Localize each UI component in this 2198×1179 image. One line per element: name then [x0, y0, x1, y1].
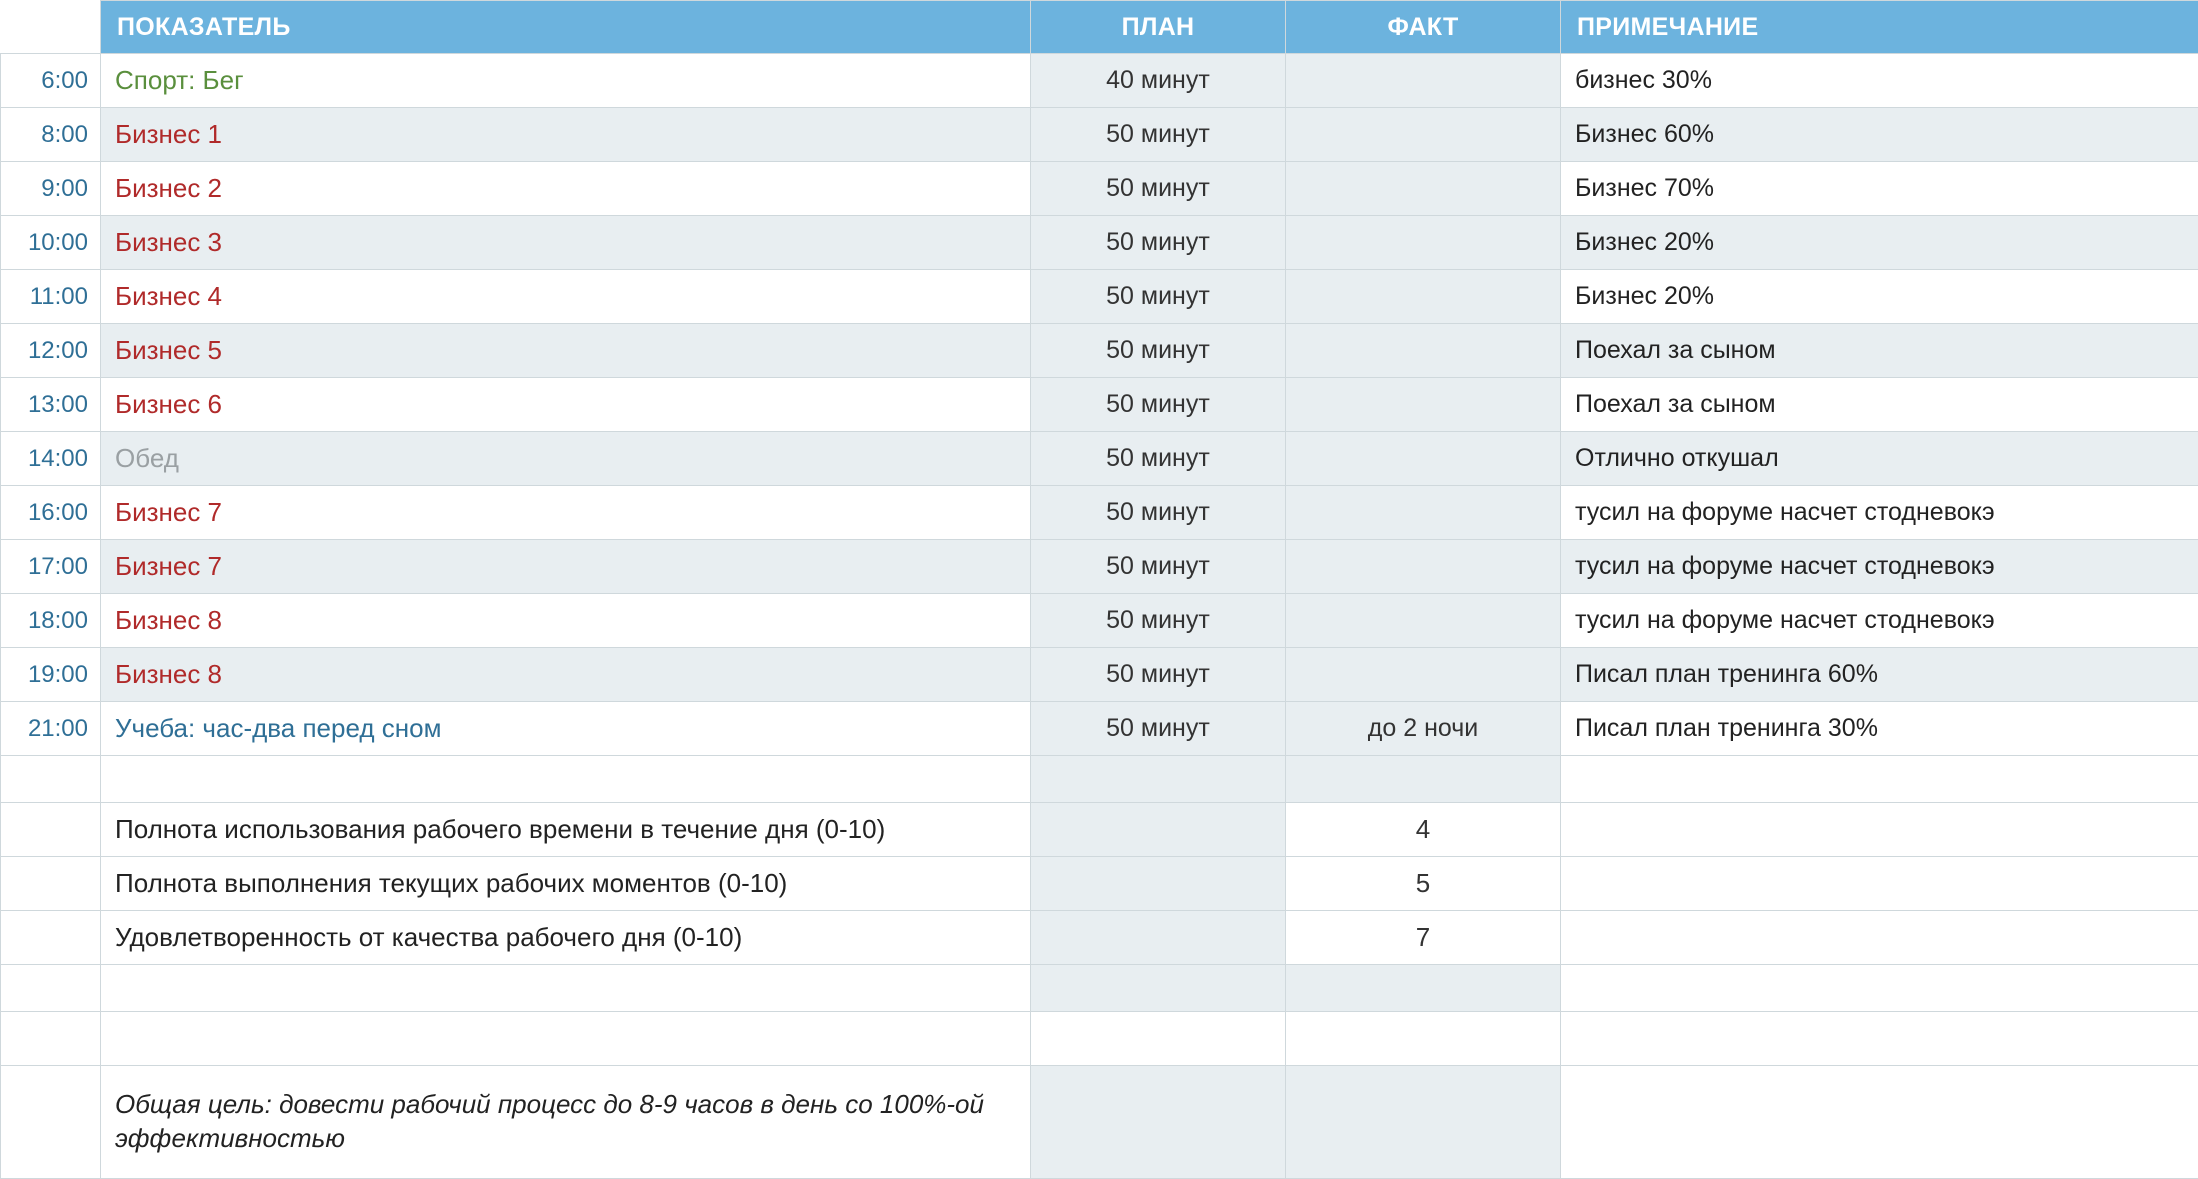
metric-row — [1, 857, 2198, 911]
spacer-fact[interactable] — [1286, 965, 1561, 1012]
row-time: 6:00 — [1, 54, 101, 108]
row-note[interactable]: Писал план тренинга 30% — [1561, 702, 2198, 756]
spacer-note[interactable] — [1561, 965, 2198, 1012]
goal-row — [1, 1066, 2198, 1179]
table-body — [1, 54, 2198, 1179]
row-fact[interactable] — [1286, 648, 1561, 702]
row-time: 13:00 — [1, 378, 101, 432]
row-indicator[interactable] — [101, 486, 1031, 540]
row-fact[interactable]: до 2 ночи — [1286, 702, 1561, 756]
row-indicator-text: Бизнес 6 — [115, 389, 222, 419]
row-indicator[interactable] — [101, 216, 1031, 270]
row-fact[interactable] — [1286, 108, 1561, 162]
metric-plan[interactable] — [1031, 803, 1286, 857]
metric-note[interactable] — [1561, 803, 2198, 857]
row-note[interactable]: тусил на форуме насчет стодневокэ — [1561, 486, 2198, 540]
row-indicator-text: Бизнес 8 — [115, 605, 222, 635]
table-header — [1, 1, 2198, 54]
row-plan[interactable]: 50 минут — [1031, 216, 1286, 270]
spacer-plan[interactable] — [1031, 965, 1286, 1012]
row-indicator[interactable] — [101, 648, 1031, 702]
table-row — [1, 54, 2198, 108]
row-plan[interactable]: 50 минут — [1031, 162, 1286, 216]
metric-score[interactable]: 4 — [1286, 803, 1561, 857]
row-time: 14:00 — [1, 432, 101, 486]
row-time: 9:00 — [1, 162, 101, 216]
table-row — [1, 162, 2198, 216]
metric-time — [1, 803, 101, 857]
spacer-indicator[interactable] — [101, 756, 1031, 803]
spacer-indicator[interactable] — [101, 1012, 1031, 1066]
metric-time — [1, 857, 101, 911]
row-time: 8:00 — [1, 108, 101, 162]
metric-row — [1, 803, 2198, 857]
header-indicator: ПОКАЗАТЕЛЬ — [101, 1, 1031, 54]
spacer-note[interactable] — [1561, 1012, 2198, 1066]
row-fact[interactable] — [1286, 270, 1561, 324]
row-fact[interactable] — [1286, 216, 1561, 270]
goal-text: Общая цель: довести рабочий процесс до 8-9 часов в день со 100%-ой эффективностью — [101, 1066, 1031, 1179]
table-row — [1, 594, 2198, 648]
table-row — [1, 432, 2198, 486]
spacer-row — [1, 965, 2198, 1012]
row-time: 11:00 — [1, 270, 101, 324]
spacer-fact[interactable] — [1286, 1012, 1561, 1066]
table-header-row — [1, 1, 2198, 54]
header-corner — [1, 1, 101, 54]
spacer-row — [1, 1012, 2198, 1066]
goal-time — [1, 1066, 101, 1179]
spacer-plan[interactable] — [1031, 1012, 1286, 1066]
row-indicator-text: Учеба: час-два перед сном — [115, 713, 441, 743]
row-indicator-text: Бизнес 7 — [115, 551, 222, 581]
metric-plan[interactable] — [1031, 911, 1286, 965]
row-time: 21:00 — [1, 702, 101, 756]
metric-label: Удовлетворенность от качества рабочего дня (0-10) — [101, 911, 1031, 965]
metric-label: Полнота использования рабочего времени в течение дня (0-10) — [101, 803, 1031, 857]
metric-row — [1, 911, 2198, 965]
goal-fact[interactable] — [1286, 1066, 1561, 1179]
table-row — [1, 702, 2198, 756]
row-fact[interactable] — [1286, 432, 1561, 486]
spacer-row — [1, 756, 2198, 803]
row-time: 18:00 — [1, 594, 101, 648]
metric-note[interactable] — [1561, 911, 2198, 965]
row-indicator-text: Бизнес 4 — [115, 281, 222, 311]
row-time: 19:00 — [1, 648, 101, 702]
row-plan[interactable]: 50 минут — [1031, 486, 1286, 540]
row-note[interactable]: тусил на форуме насчет стодневокэ — [1561, 594, 2198, 648]
row-note[interactable]: Бизнес 20% — [1561, 270, 2198, 324]
table-row — [1, 324, 2198, 378]
row-indicator-text: Бизнес 2 — [115, 173, 222, 203]
row-indicator[interactable] — [101, 162, 1031, 216]
row-plan[interactable]: 50 минут — [1031, 270, 1286, 324]
row-time: 10:00 — [1, 216, 101, 270]
goal-note[interactable] — [1561, 1066, 2198, 1179]
metric-time — [1, 911, 101, 965]
row-note[interactable]: Бизнес 60% — [1561, 108, 2198, 162]
row-fact[interactable] — [1286, 486, 1561, 540]
row-indicator[interactable] — [101, 54, 1031, 108]
spacer-plan[interactable] — [1031, 756, 1286, 803]
row-note[interactable]: тусил на форуме насчет стодневокэ — [1561, 540, 2198, 594]
spacer-time — [1, 756, 101, 803]
row-note[interactable]: Бизнес 20% — [1561, 216, 2198, 270]
row-fact[interactable] — [1286, 378, 1561, 432]
row-note[interactable]: Поехал за сыном — [1561, 378, 2198, 432]
table-row — [1, 108, 2198, 162]
header-note: ПРИМЕЧАНИЕ — [1561, 1, 2198, 54]
metric-score[interactable]: 5 — [1286, 857, 1561, 911]
table-row — [1, 648, 2198, 702]
row-indicator[interactable] — [101, 324, 1031, 378]
row-time: 12:00 — [1, 324, 101, 378]
row-indicator[interactable] — [101, 432, 1031, 486]
spacer-indicator[interactable] — [101, 965, 1031, 1012]
spacer-time — [1, 1012, 101, 1066]
row-note[interactable]: бизнес 30% — [1561, 54, 2198, 108]
row-indicator-text: Бизнес 5 — [115, 335, 222, 365]
metric-note[interactable] — [1561, 857, 2198, 911]
spacer-fact[interactable] — [1286, 756, 1561, 803]
table-row — [1, 270, 2198, 324]
row-plan[interactable]: 50 минут — [1031, 594, 1286, 648]
table-row — [1, 378, 2198, 432]
metric-plan[interactable] — [1031, 857, 1286, 911]
row-indicator-text: Обед — [115, 443, 179, 473]
table-row — [1, 486, 2198, 540]
row-note[interactable]: Поехал за сыном — [1561, 324, 2198, 378]
row-plan[interactable]: 50 минут — [1031, 324, 1286, 378]
table-row — [1, 216, 2198, 270]
row-indicator[interactable] — [101, 108, 1031, 162]
row-note[interactable]: Бизнес 70% — [1561, 162, 2198, 216]
row-indicator-text: Спорт: Бег — [115, 65, 244, 95]
row-indicator-text: Бизнес 8 — [115, 659, 222, 689]
metric-score[interactable]: 7 — [1286, 911, 1561, 965]
spacer-note[interactable] — [1561, 756, 2198, 803]
row-plan[interactable]: 40 минут — [1031, 54, 1286, 108]
goal-plan[interactable] — [1031, 1066, 1286, 1179]
row-plan[interactable]: 50 минут — [1031, 702, 1286, 756]
row-indicator[interactable] — [101, 702, 1031, 756]
row-indicator[interactable] — [101, 378, 1031, 432]
row-note[interactable]: Отлично откушал — [1561, 432, 2198, 486]
row-indicator[interactable] — [101, 540, 1031, 594]
row-indicator-text: Бизнес 3 — [115, 227, 222, 257]
row-indicator[interactable] — [101, 270, 1031, 324]
row-fact[interactable] — [1286, 594, 1561, 648]
row-plan[interactable]: 50 минут — [1031, 648, 1286, 702]
row-fact[interactable] — [1286, 540, 1561, 594]
row-plan[interactable]: 50 минут — [1031, 540, 1286, 594]
row-indicator-text: Бизнес 1 — [115, 119, 222, 149]
row-indicator[interactable] — [101, 594, 1031, 648]
row-fact[interactable] — [1286, 162, 1561, 216]
row-note[interactable]: Писал план тренинга 60% — [1561, 648, 2198, 702]
metric-label: Полнота выполнения текущих рабочих моментов (0-10) — [101, 857, 1031, 911]
spacer-time — [1, 965, 101, 1012]
row-plan[interactable]: 50 минут — [1031, 108, 1286, 162]
row-plan[interactable]: 50 минут — [1031, 432, 1286, 486]
row-time: 16:00 — [1, 486, 101, 540]
header-plan: ПЛАН — [1031, 1, 1286, 54]
row-plan[interactable]: 50 минут — [1031, 378, 1286, 432]
header-fact: ФАКТ — [1286, 1, 1561, 54]
row-indicator-text: Бизнес 7 — [115, 497, 222, 527]
row-time: 17:00 — [1, 540, 101, 594]
row-fact[interactable] — [1286, 54, 1561, 108]
table-row — [1, 540, 2198, 594]
row-fact[interactable] — [1286, 324, 1561, 378]
